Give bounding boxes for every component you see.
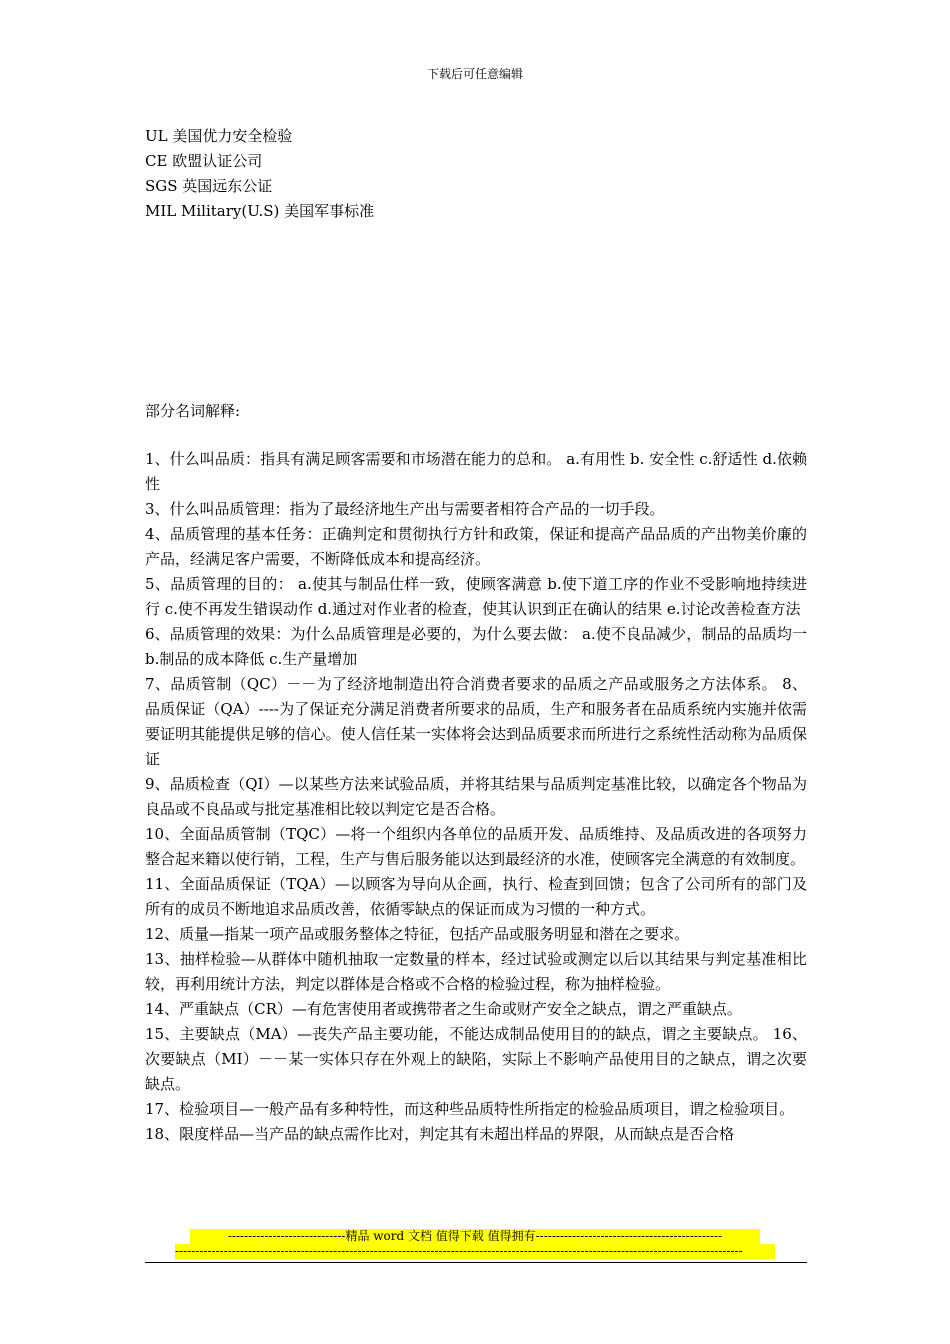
section-heading: 部分名词解释:: [145, 402, 241, 420]
certification-item-mil: MIL Military(U.S) 美国军事标准: [145, 202, 375, 220]
definition-paragraph: 4、品质管理的基本任务：正确判定和贯彻执行方针和政策，保证和提高产品品质的产出物美价廉的产品，经满足客户需要，不断降低成本和提高经济。: [145, 525, 807, 568]
definition-paragraph: 1、什么叫品质：指具有满足顾客需要和市场潜在能力的总和。 a.有用性 b. 安全性 c.舒适性 d.依赖性: [145, 450, 807, 493]
definition-paragraph: 6、品质管理的效果：为什么品质管理是必要的，为什么要去做： a.使不良品减少，制品的品质均一 b.制品的成本降低 c.生产量增加: [145, 625, 807, 668]
definition-paragraph: 13、抽样检验—从群体中随机抽取一定数量的样本，经过试验或测定以后以其结果与判定基准相比较，再利用统计方法，判定以群体是合格或不合格的检验过程，称为抽样检验。: [145, 950, 807, 993]
certification-item-ce: CE 欧盟认证公司: [145, 152, 263, 170]
footer-divider: [145, 1262, 807, 1263]
definitions-body: [145, 447, 807, 1147]
footer-banner-dashes: --------------------------------------------------------------------------------------------------------------------------------------------: [175, 1244, 775, 1259]
definition-paragraph: 15、主要缺点（MA）—丧失产品主要功能，不能达成制品使用目的的缺点，谓之主要缺点。 16、次要缺点（MI）－－某一实体只存在外观上的缺陷，实际上不影响产品使用目的之缺点，谓之次要缺点。: [145, 1025, 807, 1093]
definition-paragraph: 3、什么叫品质管理：指为了最经济地生产出与需要者相符合产品的一切手段。: [145, 500, 665, 518]
definition-paragraph: 12、质量—指某一项产品或服务整体之特征，包括产品或服务明显和潜在之要求。: [145, 925, 690, 943]
footer-banner-line: -----------------------------精品 word 文档 值得下载 值得拥有----------------------------------------------: [190, 1229, 760, 1244]
definition-paragraph: 9、品质检查（QI）—以某些方法来试验品质，并将其结果与品质判定基准比较，以确定各个物品为良品或不良品或与批定基准相比较以判定它是否合格。: [145, 775, 807, 818]
certification-list: [145, 124, 807, 224]
definition-paragraph: 10、全面品质管制（TQC）—将一个组织内各单位的品质开发、品质维持、及品质改进的各项努力整合起来籍以使行销，工程，生产与售后服务能以达到最经济的水准，使顾客完全满意的有效制度。: [145, 825, 807, 868]
definition-paragraph: 11、全面品质保证（TQA）—以顾客为导向从企画，执行、检查到回馈；包含了公司所有的部门及所有的成员不断地追求品质改善，依循零缺点的保证而成为习惯的一种方式。: [145, 875, 807, 918]
certification-item-ul: UL 美国优力安全检验: [145, 127, 293, 145]
definition-paragraph: 14、严重缺点（CR）—有危害使用者或携带者之生命或财产安全之缺点，谓之严重缺点。: [145, 1000, 742, 1018]
page-header-note: 下载后可任意编辑: [426, 67, 523, 81]
definition-paragraph: 18、限度样品—当产品的缺点需作比对，判定其有未超出样品的界限，从而缺点是否合格: [145, 1125, 735, 1143]
definition-paragraph: 5、品质管理的目的： a.使其与制品仕样一致，使顾客满意 b.使下道工序的作业不受影响地持续进行 c.使不再发生错误动作 d.通过对作业者的检查，使其认识到正在确认的结果 e.讨论改善检查方法: [145, 575, 807, 618]
definition-paragraph: 7、品质管制（QC）－－为了经济地制造出符合消费者要求的品质之产品或服务之方法体系。 8、品质保证（QA）----为了保证充分满足消费者所要求的品质，生产和服务者在品质系统内实施并依需要证明其能提供足够的信心。使人信任某一实体将会达到品质要求而所进行之系统性活动称为品质保证: [145, 675, 807, 768]
definition-paragraph: 17、检验项目—一般产品有多种特性，而这种些品质特性所指定的检验品质项目，谓之检验项目。: [145, 1100, 795, 1118]
certification-item-sgs: SGS 英国远东公证: [145, 177, 273, 195]
